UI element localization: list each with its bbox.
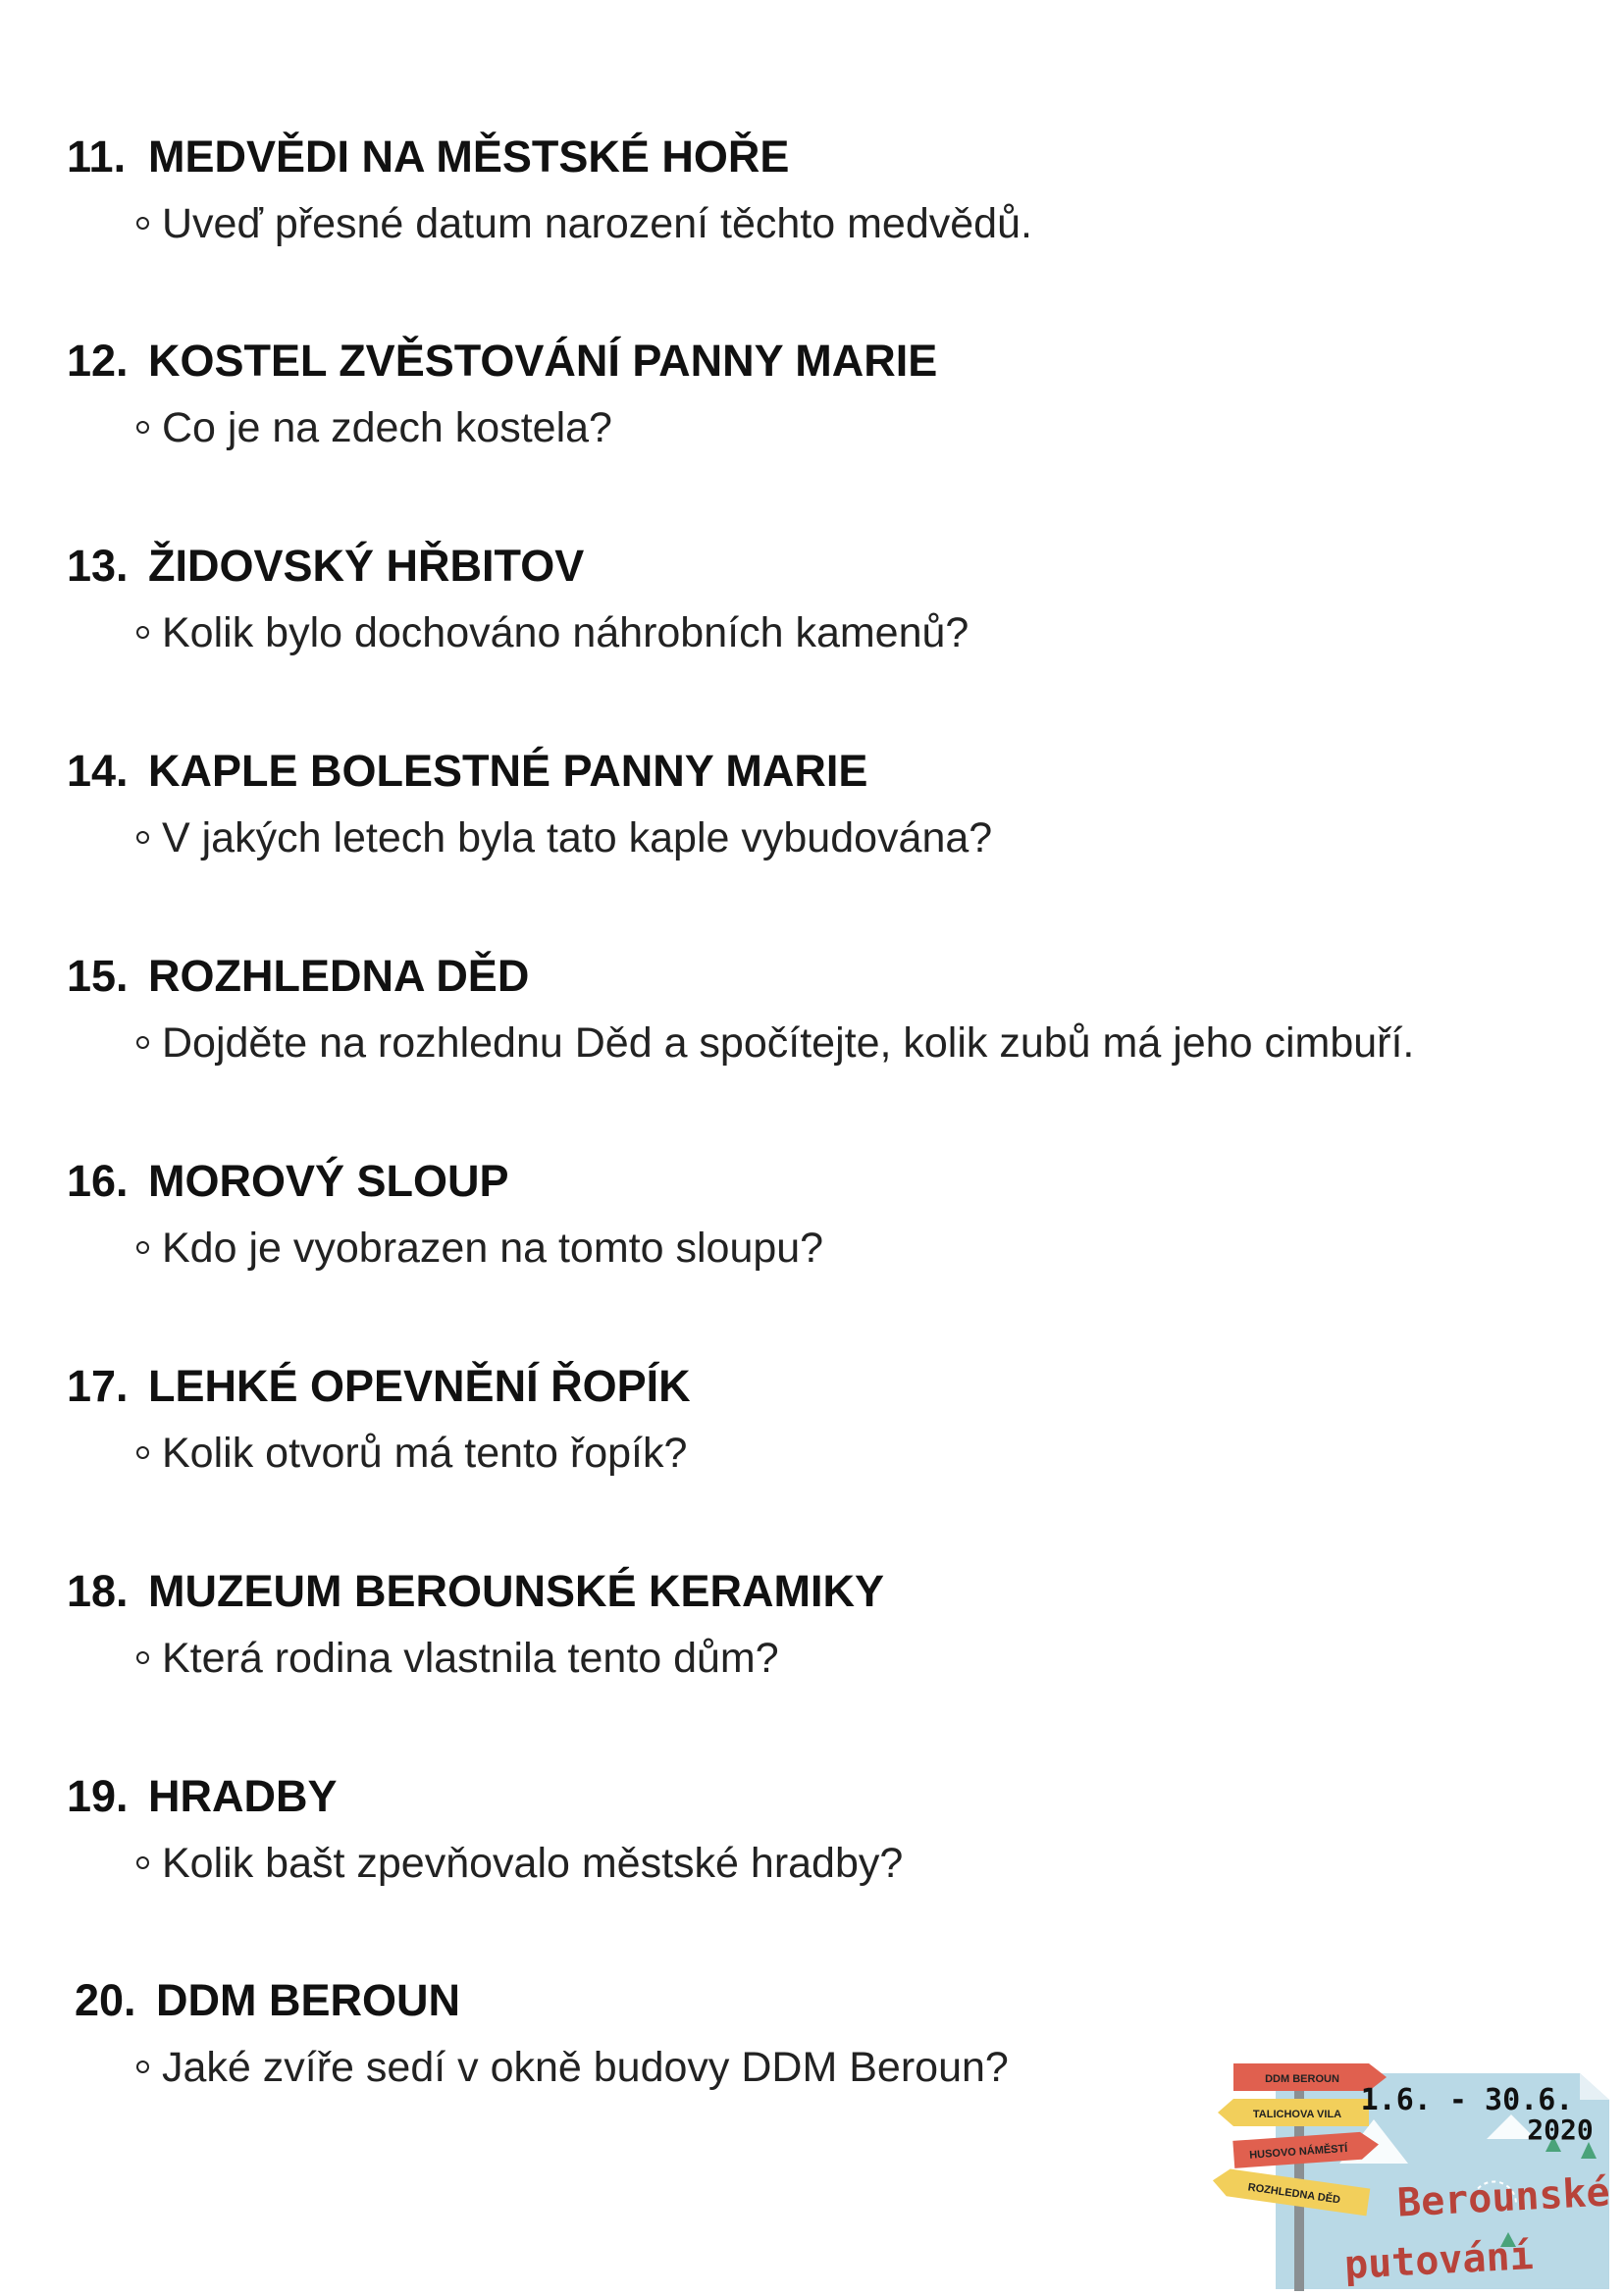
circle-bullet-icon [136,1651,149,1664]
item-question: Kdo je vyobrazen na tomto sloupu? [162,1221,823,1276]
item-question: Jaké zvíře sedí v okně budovy DDM Beroun? [162,2040,1009,2095]
item-question: Která rodina vlastnila tento dům? [162,1631,779,1686]
item-title: 18. MUZEUM BEROUNSKÉ KERAMIKY [67,1566,885,1616]
item-title: 15. ROZHLEDNA DĚD [67,951,530,1001]
item-question: Kolik otvorů má tento řopík? [162,1426,687,1481]
circle-bullet-icon [136,217,149,230]
svg-text:ROZHLEDNA DĚD: ROZHLEDNA DĚD [1246,2181,1341,2207]
item-question: V jakých letech byla tato kaple vybudována? [162,810,992,865]
circle-bullet-icon [136,1446,149,1459]
item-title: 20. DDM BEROUN [75,1975,460,2025]
svg-text:DDM BEROUN: DDM BEROUN [1265,2073,1339,2085]
item-question: Uveď přesné datum narození těchto medvědů. [162,196,1032,251]
circle-bullet-icon [136,1241,149,1254]
signpost-logo-icon [1192,2046,1614,2291]
circle-bullet-icon [136,1036,149,1049]
logo-year: 2020 [1527,2113,1594,2146]
item-question: Co je na zdech kostela? [162,400,612,455]
item-title: 16. MOROVÝ SLOUP [67,1156,509,1206]
logo-title-line2: putování [1342,2233,1535,2289]
item-question: Dojděte na rozhlednu Děd a spočítejte, kolik zubů má jeho cimbuří. [162,1016,1414,1070]
svg-text:TALICHOVA VILA: TALICHOVA VILA [1252,2109,1342,2120]
item-title: 14. KAPLE BOLESTNÉ PANNY MARIE [67,746,868,796]
item-title: 19. HRADBY [67,1771,338,1821]
item-question: Kolik bašt zpevňovalo městské hradby? [162,1836,903,1891]
item-title: 17. LEHKÉ OPEVNĚNÍ ŘOPÍK [67,1361,691,1411]
logo-title-line1: Berounské [1395,2169,1611,2226]
item-title: 12. KOSTEL ZVĚSTOVÁNÍ PANNY MARIE [67,336,938,386]
circle-bullet-icon [136,831,149,844]
item-question: Kolik bylo dochováno náhrobních kamenů? [162,605,969,660]
circle-bullet-icon [136,2061,149,2073]
event-logo [1192,2046,1614,2291]
circle-bullet-icon [136,626,149,639]
circle-bullet-icon [136,421,149,434]
item-title: 11. MEDVĚDI NA MĚSTSKÉ HOŘE [67,131,790,182]
item-title: 13. ŽIDOVSKÝ HŘBITOV [67,541,585,591]
circle-bullet-icon [136,1856,149,1869]
logo-dates: 1.6. - 30.6. [1360,2083,1574,2117]
svg-text:HUSOVO NÁMĚSTÍ: HUSOVO NÁMĚSTÍ [1248,2142,1348,2162]
